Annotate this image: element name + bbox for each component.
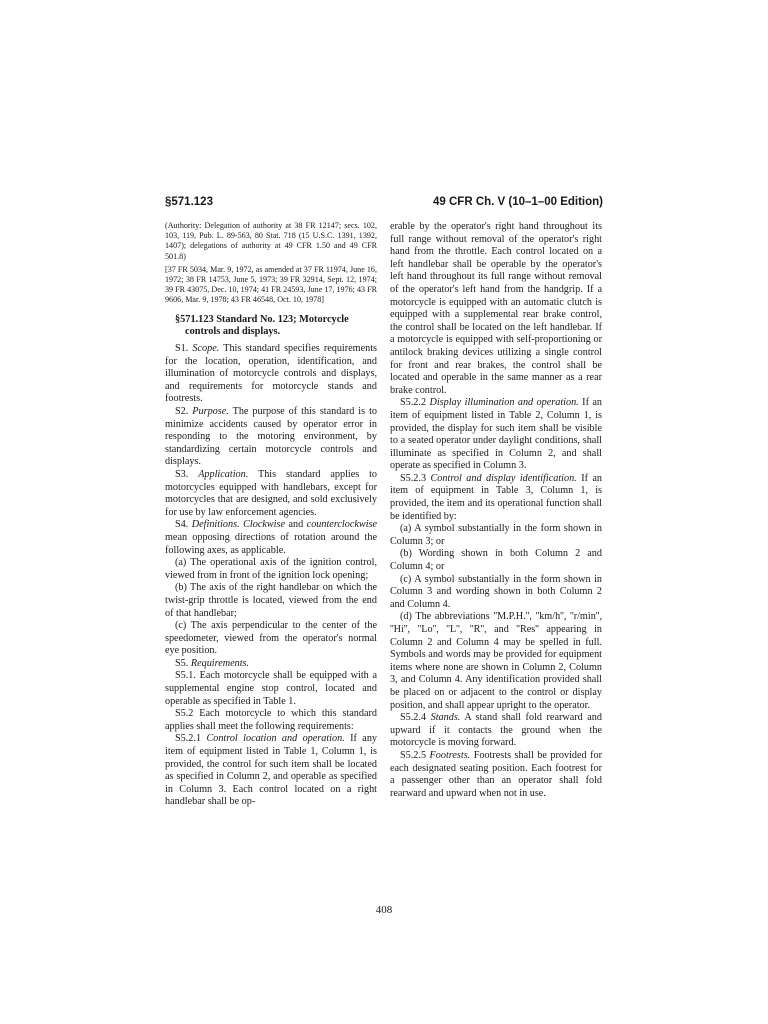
s524-title: Stands. [430,712,461,724]
paragraph-s52: S5.2 Each motorcycle to which this standard applies shall meet the following requirements: [165,708,377,732]
s521-label: S5.2.1 [175,733,202,745]
paragraph-s522 [390,397,602,473]
paragraph-s4 [165,519,377,557]
section-number: §571.123 [165,196,213,208]
edition-title: 49 CFR Ch. V (10–1–00 Edition) [433,196,603,208]
paragraph-s525 [390,750,602,800]
s4-title: Definitions. [191,519,240,531]
right-column [390,221,602,800]
paragraph-s523b: (b) Wording shown in both Column 2 and Column 4; or [390,548,602,573]
paragraph-s5 [165,658,377,671]
s525-title: Footrests. [429,749,471,761]
s4-term-counterclockwise: counterclockwise [306,519,378,531]
paragraph-s523c: (c) A symbol substantially in the form shown in Column 3 and wording shown in both Column 2 and Column 4. [390,573,602,610]
s4-and: and [288,519,304,531]
paragraph-s523 [390,473,602,523]
paragraph-s51: S5.1. Each motorcycle shall be equipped with a supplemental engine stop control, located and operable as specified in Table 1. [165,670,377,707]
s1-label: S1. [175,343,189,355]
s523-label: S5.2.3 [400,472,427,484]
authority-note: (Authority: Delegation of authority at 38 FR 12147; secs. 102, 103, 119, Pub. L. 89-563, 80 Stat. 718 (15 U.S.C. 1391, 1392, 1407); delegations of authority at 49 CFR 1.50 and 49 CFR 501.8) [165,221,377,261]
s4-term-clockwise: Clockwise [243,519,285,531]
section-heading-line1: §571.123 Standard No. 123; Motorcycle [175,313,349,325]
paragraph-s521-continued: erable by the operator's right hand throughout its full range without removal of the operator's right hand from the throttle. Each control located on a left handlebar shall be operable by the operator's left hand throughout its full range without removal of the operator's left hand from the handgrip. If a motorcycle is equipped with an automatic clutch is equipped with a supplemental rear brake control, the control shall be located on the left handlebar. If a motorcycle is equipped with self-proportioning or antilock braking devices utilizing a single control for front and rear brakes, the control shall be located and operable in the same manner as a rear brake control. [390,221,602,396]
s523-text: If an item of equipment in Table 3, Column 1, is provided, the item and its operational function shall be identified by: [390,472,603,522]
paragraph-s524 [390,712,602,750]
s523-title: Control and display identification. [430,472,577,484]
s522-label: S5.2.2 [400,397,427,409]
section-heading-line2: controls and displays. [185,325,281,337]
s2-label: S2. [175,406,189,417]
paragraph-s4c: (c) The axis perpendicular to the center of the speedometer, viewed from the operator's normal eye position. [165,620,377,657]
s522-title: Display illumination and operation. [429,397,579,409]
s521-text: If any item of equipment listed in Table 1, Column 1, is provided, the control for such item shall be located as specified in Column 2, and operable as specified in Column 3. Each control located on a right handlebar shall be op- [165,733,378,808]
s5-label: S5. [175,657,189,669]
s4-label: S4. [175,519,189,531]
source-note: [37 FR 5034, Mar. 9, 1972, as amended at 37 FR 11974, June 16, 1972; 38 FR 14753, June 5, 1973; 39 FR 32914, Sept. 12, 1974; 39 FR 43075, Dec. 10, 1974; 41 FR 24593, June 17, 1976; 43 FR 9606, Mar. 9, 1978; 43 FR 46548, Oct. 10, 1978] [165,264,377,305]
s524-label: S5.2.4 [400,712,427,724]
section-heading [165,314,377,338]
paragraph-s4b: (b) The axis of the right handlebar on which the twist-grip throttle is located, viewed from the end of that handlebar; [165,582,377,619]
paragraph-s2 [165,406,377,469]
s525-text: Footrests shall be provided for each designated seating position. Each footrest for a passenger other than an operator shall fold rearward and upward when not in use. [390,749,602,799]
s5-title: Requirements. [190,657,250,669]
s1-title: Scope. [192,343,220,355]
s522-text: If an item of equipment listed in Table 2, Column 1, is provided, the display for such item shall be visible to a seated operator under daylight conditions, shall illuminate as specified in Column 2, and shall operate as specified in Column 3. [390,397,603,472]
s2-text: The purpose of this standard is to minimize accidents caused by operator error in responding to the motoring environment, by standardizing certain motorcycle controls and displays. [165,406,377,468]
s4-text: mean opposing directions of rotation around the following axes, as applicable. [165,531,377,556]
s525-label: S5.2.5 [400,749,427,761]
paragraph-s521 [165,733,377,809]
paragraph-s1 [165,343,377,406]
page-number: 408 [375,904,393,916]
paragraph-s523d: (d) The abbreviations ''M.P.H.'', ''km/h'', ''r/min'', ''Hi'', ''Lo'', ''L'', ''R'', and ''Res'' appearing in Column 2 and Column 4 may be spelled in full. Symbols and words may be provided for equipment items where none are shown in Column 2, Column 3, and Column 4. Any identification provided shall be placed on or adjacent to the control or display position, and shall appear upright to the operator. [390,611,602,711]
s524-text: A stand shall fold rearward and upward if it contacts the ground when the motorcycle is moving forward. [390,712,602,749]
s1-text: This standard specifies requirements for the location, operation, identification, and illumination of motorcycle controls and displays, and requirements for motorcycle stands and footrests. [165,343,377,405]
paragraph-s4a: (a) The operational axis of the ignition control, viewed from in front of the ignition lock opening; [165,557,377,581]
paragraph-s3 [165,469,377,519]
s3-label: S3. [175,468,189,480]
s2-title: Purpose. [192,406,229,417]
s521-title: Control location and operation. [206,733,345,745]
running-head [165,196,603,214]
paragraph-s523a: (a) A symbol substantially in the form shown in Column 3; or [390,523,602,547]
left-column [165,221,377,809]
s3-title: Application. [198,468,249,480]
s3-text: This standard applies to motorcycles equipped with handlebars, except for motorcycles that are designed, and sold exclusively for use by law enforcement agencies. [165,468,378,518]
